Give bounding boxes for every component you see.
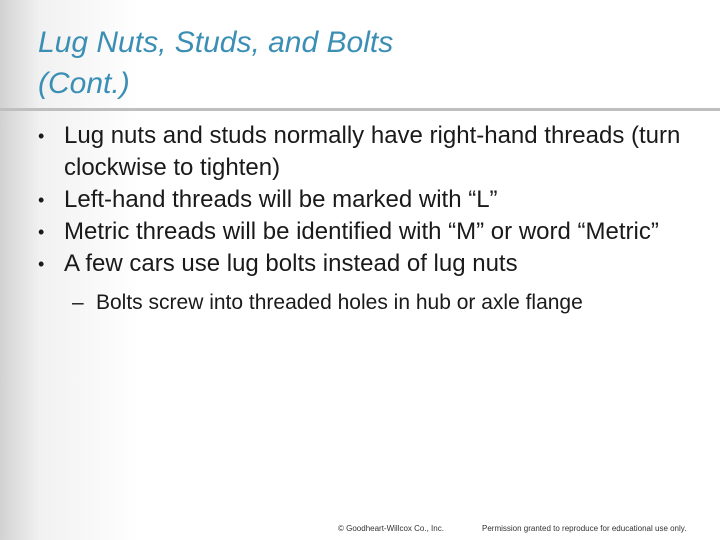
sub-bullet-text: Bolts screw into threaded holes in hub or axle flange	[96, 291, 583, 314]
bullet-text: A few cars use lug bolts instead of lug nuts	[64, 250, 518, 277]
sub-bullet-marker: –	[72, 291, 84, 314]
bullet-marker: •	[38, 126, 45, 146]
sub-bullet-item-1	[0, 288, 720, 318]
title-line-1: Lug Nuts, Studs, and Bolts	[38, 26, 394, 59]
bullet-marker: •	[38, 222, 45, 242]
footer-permission: Permission granted to reproduce for educational use only.	[482, 524, 687, 533]
bullet-item-3	[0, 216, 720, 248]
bullet-item-2	[0, 184, 720, 216]
title-line-2: (Cont.)	[38, 67, 130, 100]
title-divider	[0, 108, 720, 111]
bullet-marker: •	[38, 254, 45, 274]
slide-title	[0, 0, 720, 110]
footer-copyright: © Goodheart-Willcox Co., Inc.	[338, 524, 444, 533]
bullet-text: Left-hand threads will be marked with “L”	[64, 186, 498, 213]
bullet-marker: •	[38, 190, 45, 210]
bullet-text: Lug nuts and studs normally have right-hand threads (turn clockwise to tighten)	[64, 122, 681, 181]
bullet-item-1	[0, 120, 720, 184]
bullet-list	[0, 120, 720, 318]
bullet-item-4	[0, 248, 720, 280]
bullet-text: Metric threads will be identified with “M” or word “Metric”	[64, 218, 659, 245]
